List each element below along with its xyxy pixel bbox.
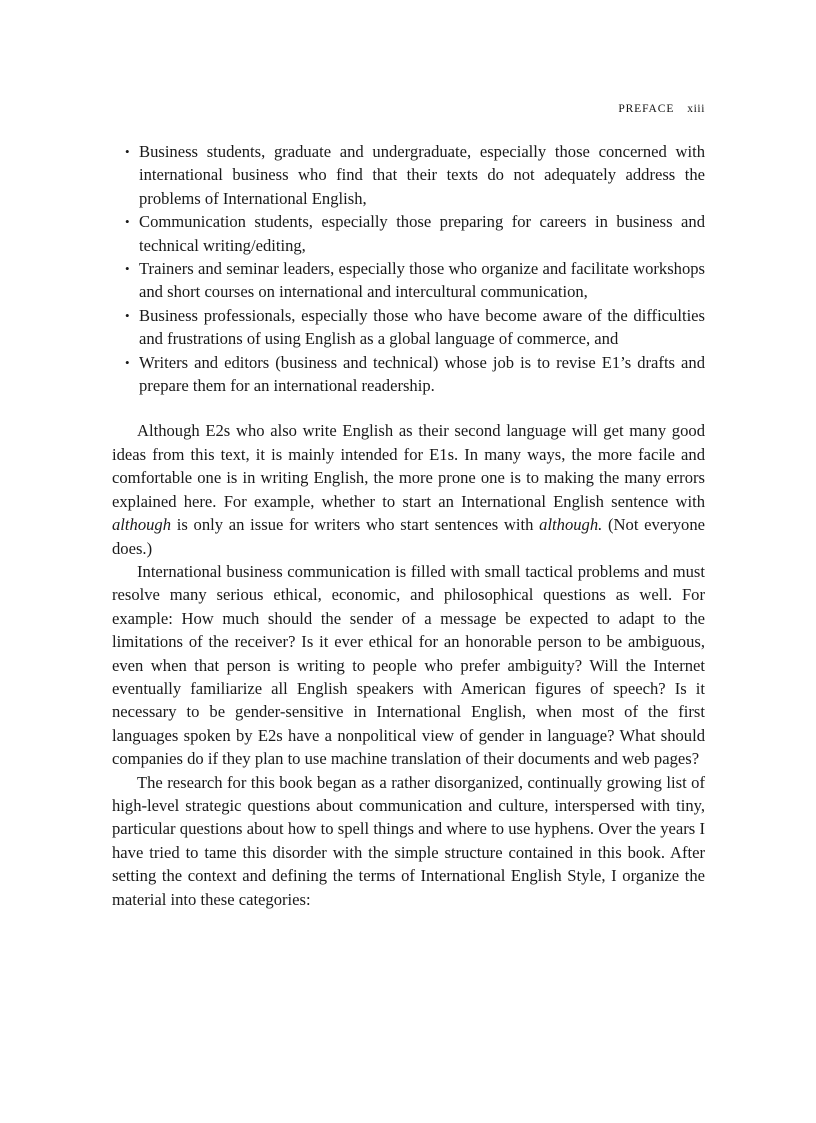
list-item bbox=[112, 210, 705, 257]
paragraph-text-segment: (Not everyone does.) bbox=[112, 515, 705, 558]
list-item-text: Business students, graduate and undergraduate, especially those concerned with international business who find that their texts do not adequately address the problems of International English, bbox=[139, 142, 705, 208]
list-item bbox=[112, 304, 705, 351]
paragraph-text-segment: is only an issue for writers who start sentences with bbox=[171, 515, 540, 535]
list-item-text: Trainers and seminar leaders, especially those who organize and facilitate workshops and short courses on international and intercultural communication, bbox=[139, 259, 705, 302]
emphasis-although-2: although. bbox=[539, 515, 603, 535]
list-item-text: Business professionals, especially those who have become aware of the difficulties and frustrations of using English as a global language of commerce, and bbox=[139, 305, 705, 349]
paragraph-research: The research for this book began as a rather disorganized, continually growing list of high-level strategic questions about communication and culture, interspersed with tiny, particular questions about how to spell things and where to use hyphens. Over the years I have tried to tame this disorder with the simple structure contained in this book. After setting the context and defining the terms of International English Style, I organize the material into these categories: bbox=[112, 772, 705, 909]
list-item-text: Writers and editors (business and technical) whose job is to revise E1’s drafts and prepare them for an international readership. bbox=[139, 352, 705, 396]
list-item bbox=[112, 257, 705, 304]
paragraph-although bbox=[112, 419, 705, 559]
list-item bbox=[112, 140, 705, 210]
page-number: xiii bbox=[687, 103, 705, 115]
bullet-icon: • bbox=[125, 214, 130, 230]
paragraph-international-business: International business communication is filled with small tactical problems and must resolve many serious ethical, economic, and philosophical questions as well. For example: How much should the sender of a message be expected to adapt to the limitations of the receiver? Is it ever ethical for an honorable person to be ambiguous, even when that person is writing to people who prefer ambiguity? Will the Internet eventually familiarize all English speakers with American figures of speech? Is it necessary to be gender-sensitive in International English, when most of the first languages spoken by E2s have a nonpolitical view of gender in language? What should companies do if they plan to use machine translation of their documents and web pages? bbox=[112, 561, 705, 769]
text-column bbox=[112, 140, 705, 911]
running-head bbox=[112, 103, 705, 115]
bullet-icon: • bbox=[125, 307, 130, 323]
running-head-label: PREFACE bbox=[618, 103, 675, 115]
bullet-icon: • bbox=[125, 144, 130, 159]
paragraph-text-segment: Although E2s who also write English as their second language will get many good ideas from this text, it is mainly intended for E1s. In many ways, the more facile and comfortable one is in writing English, the more prone one is to making the many errors explained here. For example, whether to start an International English sentence with bbox=[112, 421, 705, 511]
audience-bullet-list bbox=[112, 140, 705, 397]
list-item bbox=[112, 351, 705, 398]
emphasis-although-1: although bbox=[112, 515, 172, 535]
list-item-text: Communication students, especially those preparing for careers in business and technical writing/editing, bbox=[139, 212, 705, 255]
bullet-icon: • bbox=[125, 354, 130, 370]
bullet-icon: • bbox=[125, 261, 130, 277]
